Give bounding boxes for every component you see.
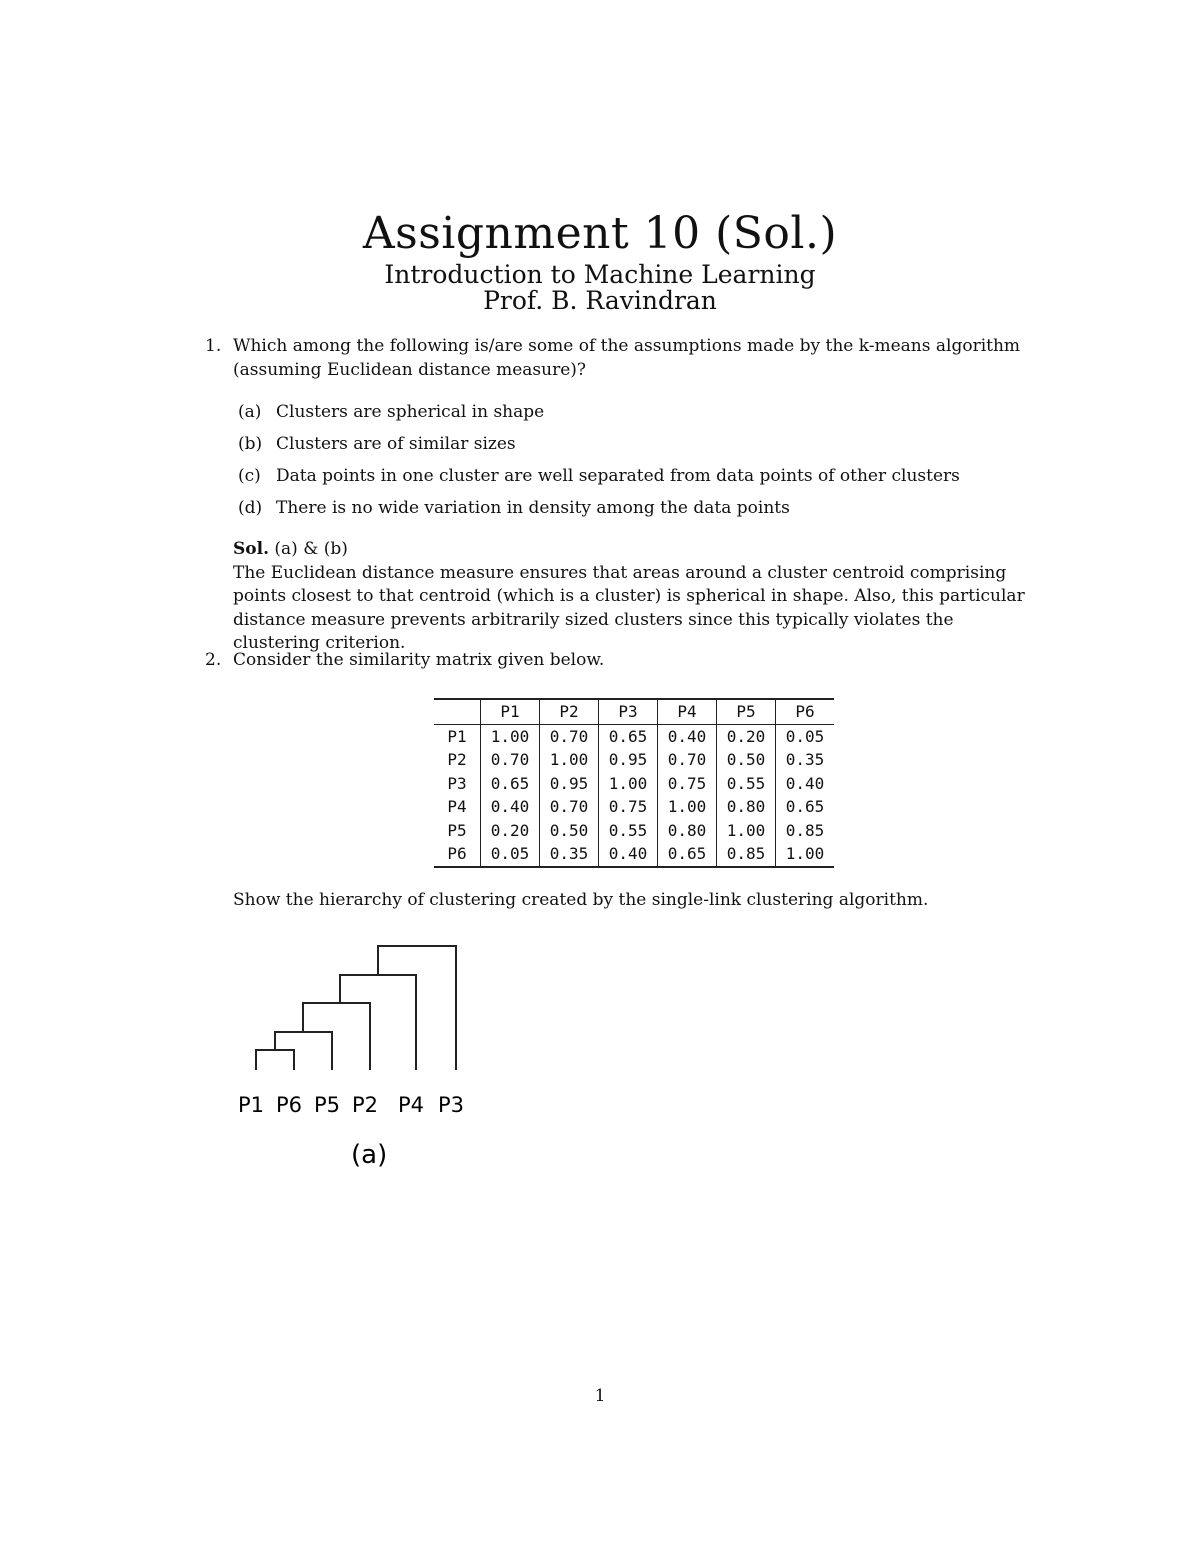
option-a xyxy=(238,402,544,422)
table-cell: 0.75 xyxy=(599,795,658,819)
table-cell: 1.00 xyxy=(658,795,717,819)
column-header: P5 xyxy=(717,699,776,724)
table-row xyxy=(434,748,834,772)
table-cell: 0.70 xyxy=(481,748,540,772)
table-cell: 0.50 xyxy=(717,748,776,772)
table-cell: 0.40 xyxy=(599,842,658,867)
table-cell: 0.20 xyxy=(717,724,776,748)
table-cell: 0.70 xyxy=(658,748,717,772)
table-cell: 0.40 xyxy=(658,724,717,748)
dendrogram-merge-p2 xyxy=(303,1003,370,1070)
table-cell: 0.20 xyxy=(481,819,540,843)
leaf-label: P4 xyxy=(398,1093,425,1117)
table-cell: 0.65 xyxy=(599,724,658,748)
table-row xyxy=(434,795,834,819)
dendrogram-merge-p4 xyxy=(340,975,416,1070)
table-header-row xyxy=(434,699,834,724)
option-d xyxy=(238,498,790,518)
table-cell: 0.40 xyxy=(481,795,540,819)
option-text: Data points in one cluster are well separated from data points of other clusters xyxy=(276,466,960,486)
row-header: P6 xyxy=(447,844,467,864)
leaf-label: P1 xyxy=(238,1093,265,1117)
row-header: P3 xyxy=(447,773,467,793)
row-header: P1 xyxy=(447,726,467,746)
question-text: Consider the similarity matrix given below. xyxy=(233,650,605,670)
leaf-label: P5 xyxy=(314,1093,341,1117)
question-text: Which among the following is/are some of the assumptions made by the k-means algorithm (assuming Euclidean distance measure)? xyxy=(233,336,1021,380)
leaf-label: P3 xyxy=(438,1093,465,1117)
table-cell: 0.95 xyxy=(540,772,599,796)
table-row xyxy=(434,842,834,867)
table-cell: 1.00 xyxy=(599,772,658,796)
table-cell: 1.00 xyxy=(481,724,540,748)
solution-answer: (a) & (b) xyxy=(274,539,348,559)
page-number: 1 xyxy=(594,1386,606,1406)
option-text: There is no wide variation in density among the data points xyxy=(276,498,790,518)
option-b xyxy=(238,434,516,454)
option-label: (c) xyxy=(238,466,261,486)
table-cell: 0.55 xyxy=(599,819,658,843)
option-label: (d) xyxy=(238,498,263,518)
option-label: (b) xyxy=(238,434,263,454)
table-cell: 0.85 xyxy=(776,819,835,843)
table-row xyxy=(434,724,834,748)
question-2-caption: Show the hierarchy of clustering created by the single-link clustering algorithm. xyxy=(233,890,929,910)
column-header: P1 xyxy=(481,699,540,724)
table-row xyxy=(434,772,834,796)
row-header: P4 xyxy=(447,797,467,817)
table-cell: 0.85 xyxy=(717,842,776,867)
solution-1 xyxy=(233,538,1043,656)
dendrogram-leaves xyxy=(238,1093,464,1117)
table-cell: 0.05 xyxy=(481,842,540,867)
column-header: P3 xyxy=(599,699,658,724)
option-text: Clusters are of similar sizes xyxy=(276,434,516,454)
table-cell: 0.50 xyxy=(540,819,599,843)
table-cell: 0.35 xyxy=(776,748,835,772)
question-number: 1. xyxy=(205,336,222,356)
table-cell: 0.40 xyxy=(776,772,835,796)
table-cell: 0.65 xyxy=(481,772,540,796)
table-cell: 0.80 xyxy=(658,819,717,843)
row-header: P2 xyxy=(447,750,467,770)
table-cell: 0.05 xyxy=(776,724,835,748)
page-title: Assignment 10 (Sol.) xyxy=(362,208,838,259)
table-cell: 0.70 xyxy=(540,795,599,819)
table-cell: 0.75 xyxy=(658,772,717,796)
option-text: Clusters are spherical in shape xyxy=(276,402,545,422)
table-cell: 1.00 xyxy=(540,748,599,772)
option-label: (a) xyxy=(238,402,262,422)
row-header: P5 xyxy=(447,820,467,840)
table-row xyxy=(434,819,834,843)
column-header: P6 xyxy=(776,699,835,724)
dendrogram-links xyxy=(256,946,456,1070)
similarity-matrix xyxy=(434,698,834,868)
column-header: P4 xyxy=(658,699,717,724)
dendrogram xyxy=(230,938,500,1173)
table-cell: 0.65 xyxy=(658,842,717,867)
table-cell: 0.65 xyxy=(776,795,835,819)
column-header: P2 xyxy=(540,699,599,724)
table-cell: 1.00 xyxy=(717,819,776,843)
table-cell: 0.55 xyxy=(717,772,776,796)
leaf-label: P6 xyxy=(276,1093,303,1117)
question-number: 2. xyxy=(205,650,222,670)
table-cell: 0.35 xyxy=(540,842,599,867)
corner-cell xyxy=(434,699,481,724)
table-cell: 0.70 xyxy=(540,724,599,748)
table-cell: 0.80 xyxy=(717,795,776,819)
course-subtitle: Introduction to Machine Learning xyxy=(384,260,816,289)
solution-text: The Euclidean distance measure ensures that areas around a cluster centroid comprising points closest to that centroid (which is a cluster) is spherical in shape. Also, this particular distance measure prevents arbitrarily sized clusters since this typically violates the clustering criterion. xyxy=(233,562,1025,653)
solution-heading xyxy=(233,538,1043,562)
table-cell: 0.95 xyxy=(599,748,658,772)
leaf-label: P2 xyxy=(352,1093,379,1117)
panel-label: (a) xyxy=(351,1140,388,1170)
dendrogram-merge-p1-p6 xyxy=(256,1050,294,1070)
solution-label: Sol. xyxy=(233,539,269,559)
table-cell: 1.00 xyxy=(776,842,835,867)
author: Prof. B. Ravindran xyxy=(483,286,717,315)
option-c xyxy=(238,466,960,486)
